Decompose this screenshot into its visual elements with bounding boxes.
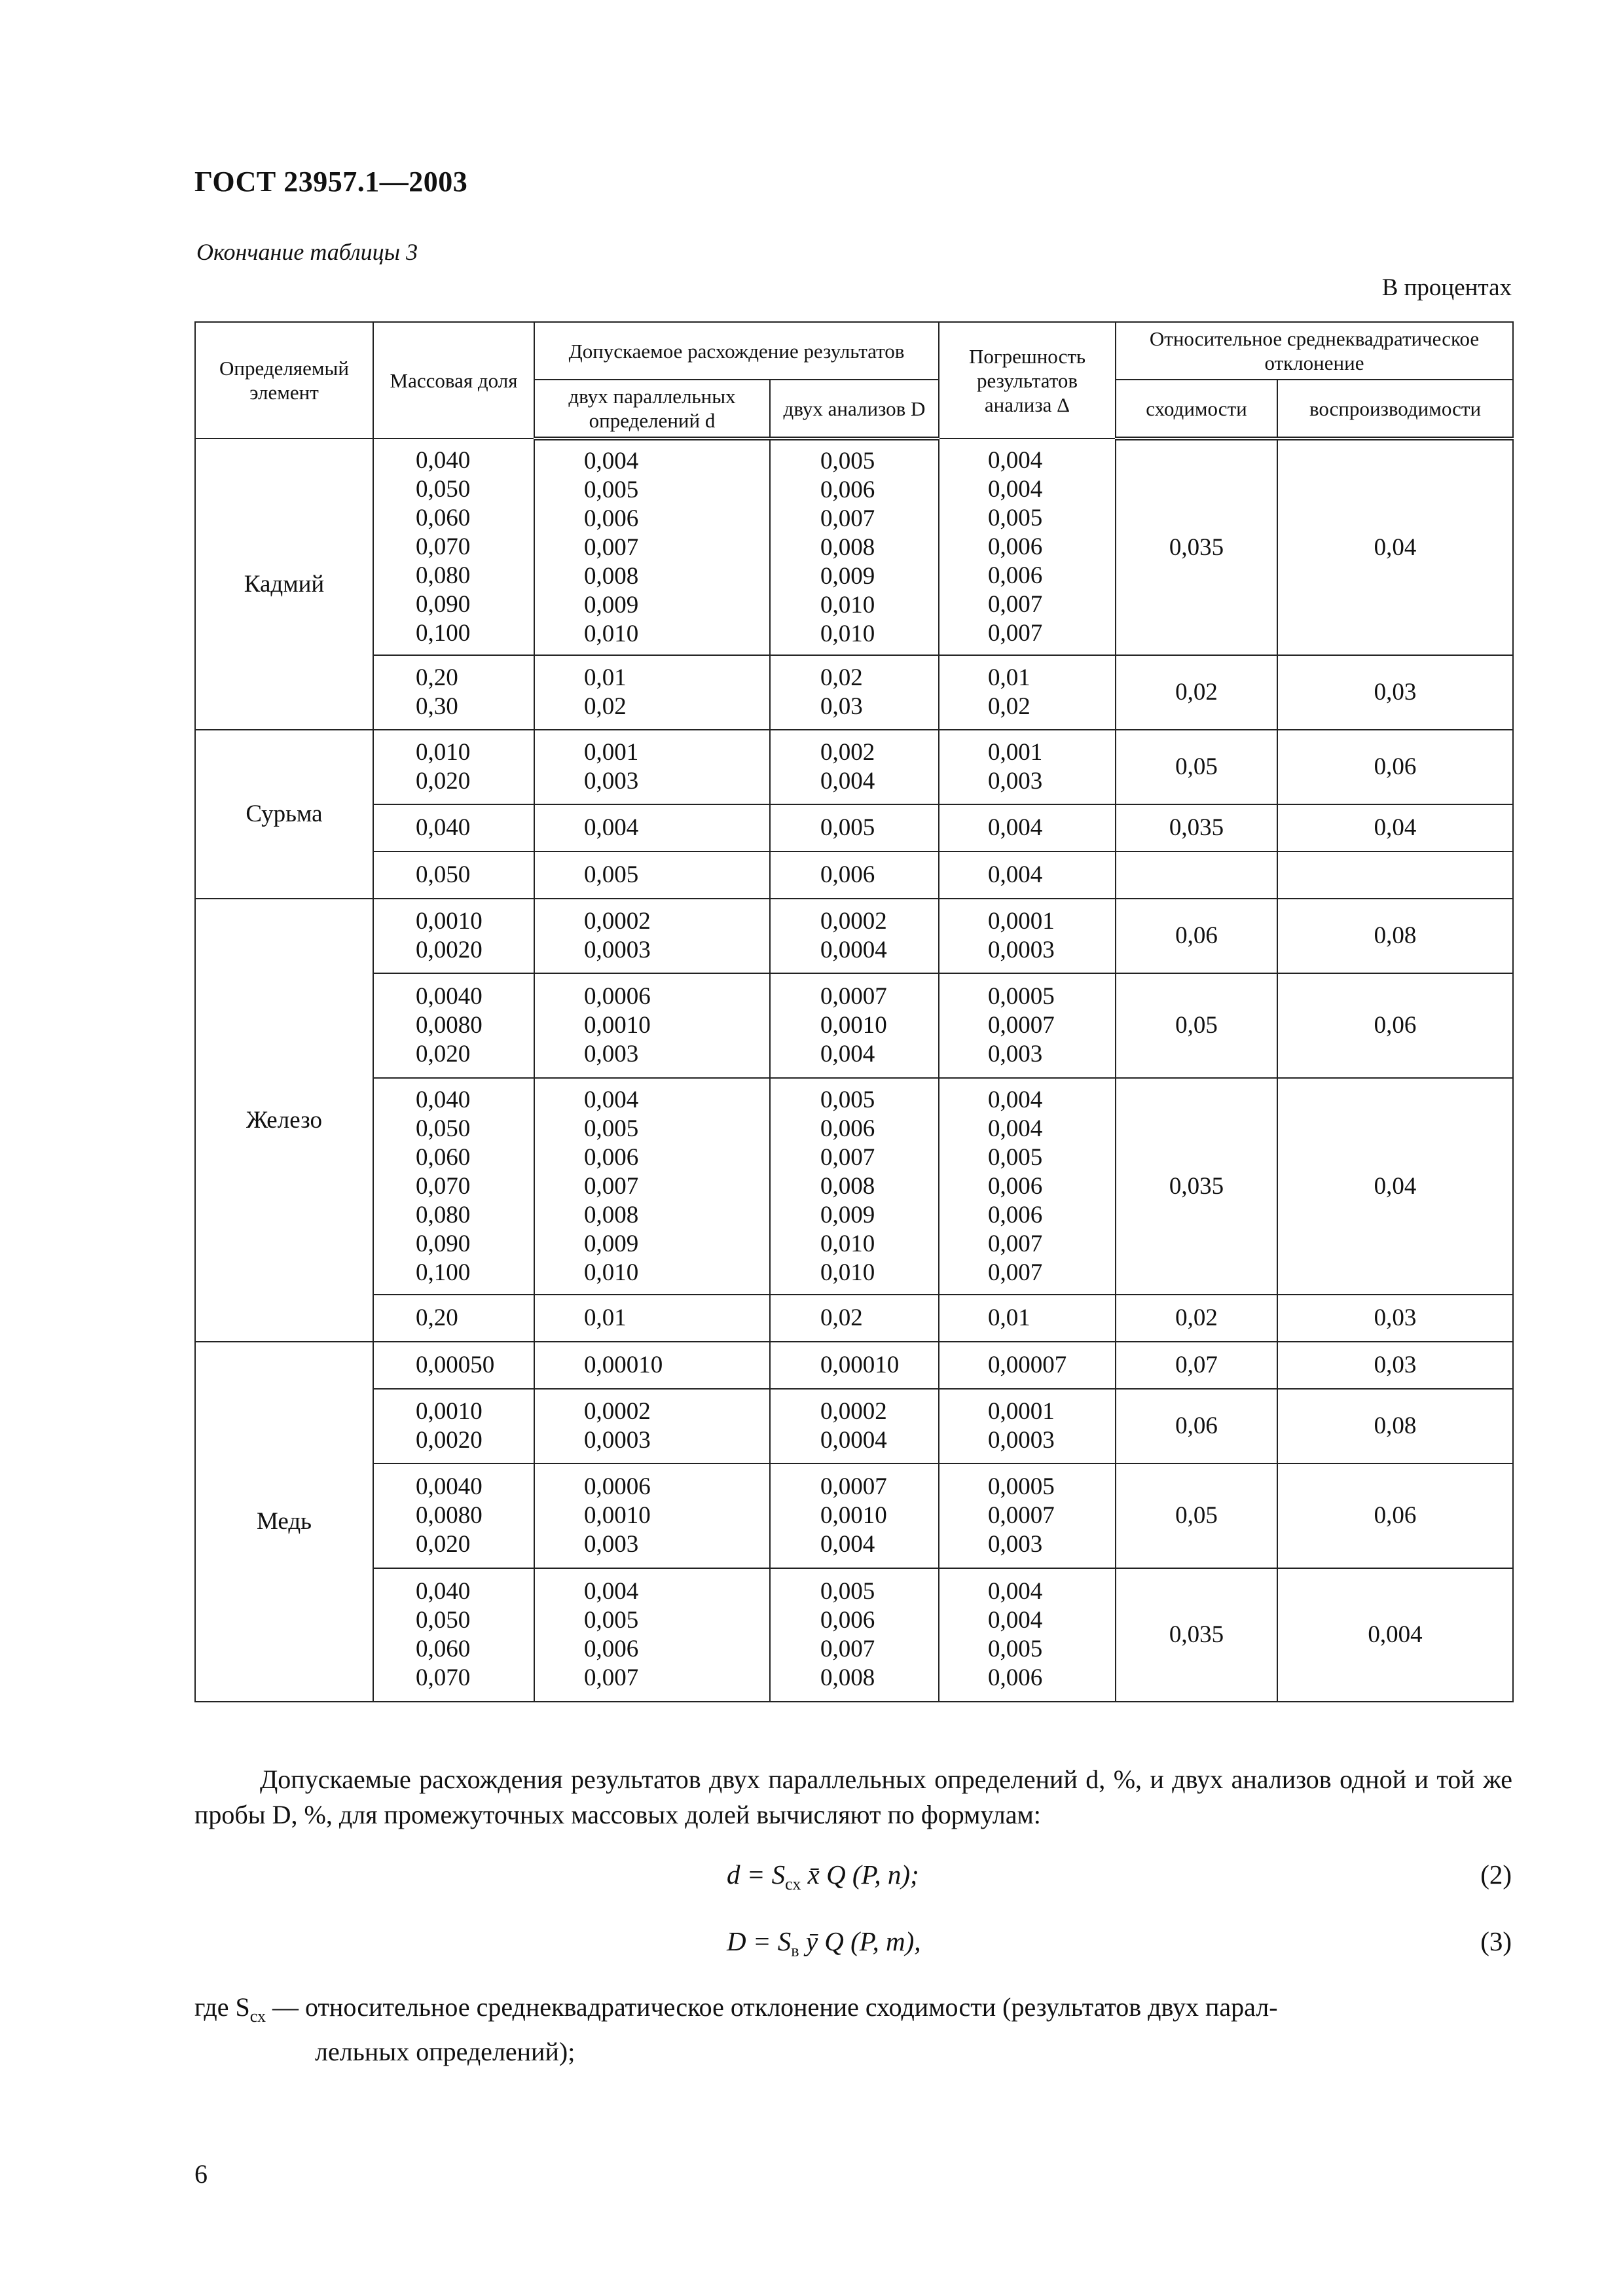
analyses-discrepancy-cell — [770, 1463, 939, 1568]
formula-D-lhs: D = S — [727, 1926, 792, 1956]
header-two-parallel: двух параллельных определений d — [534, 380, 770, 439]
value: 0,0080 — [416, 1502, 483, 1529]
reproducibility-cell — [1277, 852, 1513, 899]
value: 0,009 — [820, 1201, 875, 1229]
data-table — [194, 321, 1514, 1702]
error-cell — [939, 439, 1116, 655]
parallel-discrepancy-cell — [534, 852, 770, 899]
value: 0,02 — [988, 693, 1030, 720]
error-cell — [939, 1078, 1116, 1295]
value: 0,0002 — [584, 908, 651, 935]
formula-d — [727, 1859, 919, 1894]
value: 0,020 — [416, 1531, 471, 1558]
value: 0,0010 — [416, 908, 483, 935]
analyses-discrepancy-cell — [770, 730, 939, 804]
value: 0,0010 — [416, 1398, 483, 1425]
table-row — [195, 730, 1513, 804]
value: 0,006 — [820, 1607, 875, 1634]
value: 0,040 — [416, 1086, 471, 1113]
parallel-discrepancy-cell — [534, 973, 770, 1078]
value: 0,0006 — [584, 1473, 651, 1500]
parallel-discrepancy-cell — [534, 1342, 770, 1389]
mass-fraction-cell — [373, 973, 534, 1078]
analyses-discrepancy-cell — [770, 852, 939, 899]
value: 0,060 — [416, 1636, 471, 1662]
reproducibility-cell: 0,06 — [1277, 1463, 1513, 1568]
table-body — [195, 439, 1513, 1702]
table-row — [195, 1078, 1513, 1295]
repeatability-cell: 0,05 — [1116, 730, 1277, 804]
value: 0,20 — [416, 1304, 458, 1331]
table-row — [195, 804, 1513, 852]
where-definition — [194, 1990, 1512, 2070]
value: 0,005 — [584, 476, 639, 503]
analyses-discrepancy-cell — [770, 1568, 939, 1702]
value: 0,060 — [416, 504, 471, 531]
repeatability-cell: 0,06 — [1116, 899, 1277, 973]
value: 0,006 — [988, 533, 1043, 560]
value: 0,004 — [584, 447, 639, 475]
reproducibility-cell: 0,08 — [1277, 899, 1513, 973]
formula-D-rhs: ȳ Q (P, m), — [805, 1926, 921, 1956]
value: 0,003 — [988, 1041, 1043, 1067]
value: 0,0007 — [988, 1502, 1055, 1529]
value: 0,004 — [988, 1115, 1043, 1142]
value: 0,00007 — [988, 1352, 1067, 1378]
value: 0,00010 — [584, 1352, 663, 1378]
parallel-discrepancy-cell — [534, 804, 770, 852]
value: 0,060 — [416, 1143, 471, 1171]
value: 0,007 — [988, 1259, 1043, 1286]
value: 0,007 — [584, 1172, 639, 1200]
value: 0,0010 — [584, 1012, 651, 1039]
reproducibility-cell: 0,03 — [1277, 655, 1513, 730]
value: 0,0007 — [820, 983, 887, 1010]
repeatability-cell: 0,07 — [1116, 1342, 1277, 1389]
value: 0,070 — [416, 1664, 471, 1691]
value: 0,0003 — [988, 1427, 1055, 1454]
value: 0,0020 — [416, 1427, 483, 1454]
analyses-discrepancy-cell — [770, 973, 939, 1078]
value: 0,040 — [416, 1578, 471, 1605]
repeatability-cell: 0,035 — [1116, 1568, 1277, 1702]
repeatability-cell: 0,02 — [1116, 1295, 1277, 1342]
repeatability-cell — [1116, 852, 1277, 899]
reproducibility-cell: 0,06 — [1277, 730, 1513, 804]
value: 0,100 — [416, 619, 471, 647]
value: 0,007 — [988, 619, 1043, 647]
value: 0,0080 — [416, 1012, 483, 1039]
table-row — [195, 1463, 1513, 1568]
value: 0,005 — [820, 1086, 875, 1113]
value: 0,005 — [820, 1578, 875, 1605]
value: 0,0040 — [416, 983, 483, 1010]
value: 0,008 — [584, 1201, 639, 1229]
value: 0,0010 — [820, 1502, 887, 1529]
header-reproducibility: воспроизводимости — [1277, 380, 1513, 439]
mass-fraction-cell — [373, 852, 534, 899]
value: 0,010 — [820, 1259, 875, 1286]
value: 0,005 — [584, 861, 639, 888]
value: 0,0003 — [584, 1427, 651, 1454]
value: 0,006 — [584, 1143, 639, 1171]
value: 0,20 — [416, 664, 458, 691]
value: 0,006 — [820, 861, 875, 888]
mass-fraction-cell — [373, 899, 534, 973]
parallel-discrepancy-cell — [534, 1389, 770, 1463]
value: 0,005 — [584, 1607, 639, 1634]
value: 0,0010 — [820, 1012, 887, 1039]
value: 0,050 — [416, 1607, 471, 1634]
value: 0,090 — [416, 1230, 471, 1257]
mass-fraction-cell — [373, 804, 534, 852]
value: 0,0004 — [820, 1427, 887, 1454]
value: 0,007 — [584, 533, 639, 561]
value: 0,050 — [416, 1115, 471, 1142]
value: 0,100 — [416, 1259, 471, 1286]
table-row — [195, 973, 1513, 1078]
value: 0,004 — [988, 1578, 1043, 1605]
value: 0,001 — [988, 739, 1043, 766]
mass-fraction-cell — [373, 655, 534, 730]
formula-d-rhs: x̄ Q (P, n); — [807, 1859, 919, 1890]
error-cell — [939, 852, 1116, 899]
value: 0,0007 — [988, 1012, 1055, 1039]
value: 0,008 — [820, 1664, 875, 1691]
error-cell — [939, 730, 1116, 804]
page-number: 6 — [194, 2159, 208, 2189]
value: 0,006 — [584, 1636, 639, 1662]
value: 0,00050 — [416, 1352, 495, 1378]
value: 0,006 — [988, 1664, 1043, 1691]
where-text: — относительное среднеквадратическое отклонение сходимости (результатов двух парал- — [265, 1992, 1278, 2022]
value: 0,003 — [584, 1041, 639, 1067]
value: 0,03 — [820, 693, 863, 720]
header-allowed-discrepancy: Допускаемое расхождение результатов — [534, 322, 939, 380]
repeatability-cell: 0,06 — [1116, 1389, 1277, 1463]
error-cell — [939, 973, 1116, 1078]
analyses-discrepancy-cell — [770, 1342, 939, 1389]
value: 0,004 — [820, 1531, 875, 1558]
value: 0,003 — [584, 768, 639, 795]
repeatability-cell: 0,035 — [1116, 439, 1277, 655]
value: 0,0003 — [988, 937, 1055, 963]
reproducibility-cell: 0,06 — [1277, 973, 1513, 1078]
formula-D-sub: в — [791, 1941, 799, 1961]
repeatability-cell: 0,035 — [1116, 804, 1277, 852]
value: 0,004 — [988, 1086, 1043, 1113]
value: 0,0020 — [416, 937, 483, 963]
value: 0,01 — [584, 1304, 627, 1331]
mass-fraction-cell — [373, 730, 534, 804]
value: 0,007 — [820, 505, 875, 532]
repeatability-cell: 0,02 — [1116, 655, 1277, 730]
value: 0,004 — [988, 446, 1043, 474]
value: 0,006 — [584, 505, 639, 532]
value: 0,01 — [584, 664, 627, 691]
where-prefix: где S — [194, 1992, 250, 2022]
repeatability-cell: 0,05 — [1116, 973, 1277, 1078]
mass-fraction-cell — [373, 439, 534, 655]
table-row — [195, 1568, 1513, 1702]
mass-fraction-cell — [373, 1342, 534, 1389]
value: 0,004 — [988, 861, 1043, 888]
value: 0,0005 — [988, 983, 1055, 1010]
value: 0,040 — [416, 814, 471, 841]
value: 0,00010 — [820, 1352, 900, 1378]
value: 0,010 — [584, 1259, 639, 1286]
value: 0,02 — [820, 664, 863, 691]
value: 0,0004 — [820, 937, 887, 963]
analyses-discrepancy-cell — [770, 439, 939, 655]
repeatability-cell: 0,035 — [1116, 1078, 1277, 1295]
value: 0,008 — [820, 1172, 875, 1200]
mass-fraction-cell — [373, 1463, 534, 1568]
value: 0,020 — [416, 1041, 471, 1067]
mass-fraction-cell — [373, 1295, 534, 1342]
value: 0,007 — [820, 1636, 875, 1662]
formula-D — [727, 1926, 921, 1961]
value: 0,0002 — [584, 1398, 651, 1425]
value: 0,007 — [988, 590, 1043, 618]
value: 0,004 — [988, 475, 1043, 503]
value: 0,004 — [584, 1578, 639, 1605]
value: 0,010 — [820, 591, 875, 619]
value: 0,006 — [820, 1115, 875, 1142]
value: 0,004 — [584, 814, 639, 841]
analyses-discrepancy-cell — [770, 655, 939, 730]
value: 0,0006 — [584, 983, 651, 1010]
error-cell — [939, 1389, 1116, 1463]
reproducibility-cell: 0,04 — [1277, 804, 1513, 852]
formula-d-sub: сх — [785, 1874, 801, 1894]
analyses-discrepancy-cell — [770, 1078, 939, 1295]
value: 0,004 — [820, 1041, 875, 1067]
value: 0,010 — [820, 1230, 875, 1257]
value: 0,006 — [988, 1201, 1043, 1229]
value: 0,010 — [820, 620, 875, 647]
value: 0,01 — [988, 664, 1030, 691]
document-code: ГОСТ 23957.1—2003 — [194, 166, 468, 198]
value: 0,002 — [820, 739, 875, 766]
error-cell — [939, 1463, 1116, 1568]
value: 0,070 — [416, 1172, 471, 1200]
error-cell — [939, 804, 1116, 852]
header-mass-fraction: Массовая доля — [373, 322, 534, 439]
value: 0,009 — [820, 562, 875, 590]
parallel-discrepancy-cell — [534, 1295, 770, 1342]
value: 0,070 — [416, 533, 471, 560]
error-cell — [939, 655, 1116, 730]
value: 0,090 — [416, 590, 471, 618]
parallel-discrepancy-cell — [534, 1568, 770, 1702]
analyses-discrepancy-cell — [770, 1295, 939, 1342]
value: 0,0002 — [820, 908, 887, 935]
element-name-cell: Медь — [195, 1342, 373, 1702]
value: 0,040 — [416, 446, 471, 474]
table-row — [195, 899, 1513, 973]
reproducibility-cell: 0,04 — [1277, 439, 1513, 655]
value: 0,01 — [988, 1304, 1030, 1331]
table-row — [195, 439, 1513, 655]
parallel-discrepancy-cell — [534, 1463, 770, 1568]
value: 0,006 — [988, 1172, 1043, 1200]
value: 0,080 — [416, 562, 471, 589]
repeatability-cell: 0,05 — [1116, 1463, 1277, 1568]
value: 0,050 — [416, 861, 471, 888]
value: 0,010 — [416, 739, 471, 766]
value: 0,0040 — [416, 1473, 483, 1500]
error-cell — [939, 899, 1116, 973]
value: 0,001 — [584, 739, 639, 766]
parallel-discrepancy-cell — [534, 1078, 770, 1295]
value: 0,005 — [988, 1143, 1043, 1171]
mass-fraction-cell — [373, 1568, 534, 1702]
parallel-discrepancy-cell — [534, 899, 770, 973]
body-paragraph: Допускаемые расхождения результатов двух параллельных определений d, %, и двух анализов одной и той же пробы D, %, для промежуточных массовых долей вычисляют по формулам: — [194, 1765, 1512, 1829]
formula-d-lhs: d = S — [727, 1859, 786, 1890]
value: 0,02 — [820, 1304, 863, 1331]
table-row — [195, 852, 1513, 899]
error-cell — [939, 1568, 1116, 1702]
value: 0,0001 — [988, 908, 1055, 935]
value: 0,005 — [988, 1636, 1043, 1662]
parallel-discrepancy-cell — [534, 655, 770, 730]
reproducibility-cell: 0,03 — [1277, 1295, 1513, 1342]
value: 0,050 — [416, 475, 471, 503]
value: 0,0010 — [584, 1502, 651, 1529]
value: 0,02 — [584, 693, 627, 720]
value: 0,004 — [988, 1607, 1043, 1634]
element-name-cell: Кадмий — [195, 439, 373, 730]
value: 0,0005 — [988, 1473, 1055, 1500]
value: 0,007 — [820, 1143, 875, 1171]
value: 0,0002 — [820, 1398, 887, 1425]
equation-number-2: (2) — [1480, 1859, 1512, 1890]
value: 0,0001 — [988, 1398, 1055, 1425]
value: 0,005 — [820, 814, 875, 841]
where-sub: сх — [249, 2007, 266, 2026]
value: 0,005 — [820, 447, 875, 475]
value: 0,005 — [584, 1115, 639, 1142]
element-name-cell: Железо — [195, 899, 373, 1342]
where-continuation: лельных определений); — [315, 2037, 575, 2066]
value: 0,0003 — [584, 937, 651, 963]
value: 0,003 — [988, 768, 1043, 795]
table-row — [195, 1389, 1513, 1463]
parallel-discrepancy-cell — [534, 439, 770, 655]
analyses-discrepancy-cell — [770, 899, 939, 973]
value: 0,009 — [584, 1230, 639, 1257]
value: 0,004 — [584, 1086, 639, 1113]
value: 0,080 — [416, 1201, 471, 1229]
analyses-discrepancy-cell — [770, 1389, 939, 1463]
analyses-discrepancy-cell — [770, 804, 939, 852]
error-cell — [939, 1342, 1116, 1389]
header-error: Погрешность результатов анализа Δ — [939, 322, 1116, 439]
value: 0,009 — [584, 591, 639, 619]
value: 0,003 — [988, 1531, 1043, 1558]
value: 0,004 — [988, 814, 1043, 841]
value: 0,30 — [416, 693, 458, 720]
table-row — [195, 1295, 1513, 1342]
element-name-cell: Сурьма — [195, 730, 373, 899]
table-row — [195, 655, 1513, 730]
value: 0,006 — [988, 562, 1043, 589]
value: 0,0007 — [820, 1473, 887, 1500]
units-label: В процентах — [1381, 274, 1512, 301]
header-element: Определяемый элемент — [195, 322, 373, 439]
value: 0,010 — [584, 620, 639, 647]
header-two-analyses: двух анализов D — [770, 380, 939, 439]
table-row — [195, 1342, 1513, 1389]
value: 0,006 — [820, 476, 875, 503]
table-caption: Окончание таблицы 3 — [196, 239, 418, 265]
value: 0,007 — [584, 1664, 639, 1691]
value: 0,005 — [988, 504, 1043, 531]
value: 0,004 — [820, 768, 875, 795]
value: 0,020 — [416, 768, 471, 795]
reproducibility-cell: 0,04 — [1277, 1078, 1513, 1295]
header-rel-sd: Относительное среднеквадратическое отклонение — [1116, 322, 1513, 380]
mass-fraction-cell — [373, 1389, 534, 1463]
value: 0,003 — [584, 1531, 639, 1558]
header-repeatability: сходимости — [1116, 380, 1277, 439]
equation-number-3: (3) — [1480, 1926, 1512, 1956]
reproducibility-cell: 0,08 — [1277, 1389, 1513, 1463]
reproducibility-cell: 0,004 — [1277, 1568, 1513, 1702]
value: 0,008 — [584, 562, 639, 590]
value: 0,008 — [820, 533, 875, 561]
error-cell — [939, 1295, 1116, 1342]
mass-fraction-cell — [373, 1078, 534, 1295]
value: 0,007 — [988, 1230, 1043, 1257]
reproducibility-cell: 0,03 — [1277, 1342, 1513, 1389]
parallel-discrepancy-cell — [534, 730, 770, 804]
